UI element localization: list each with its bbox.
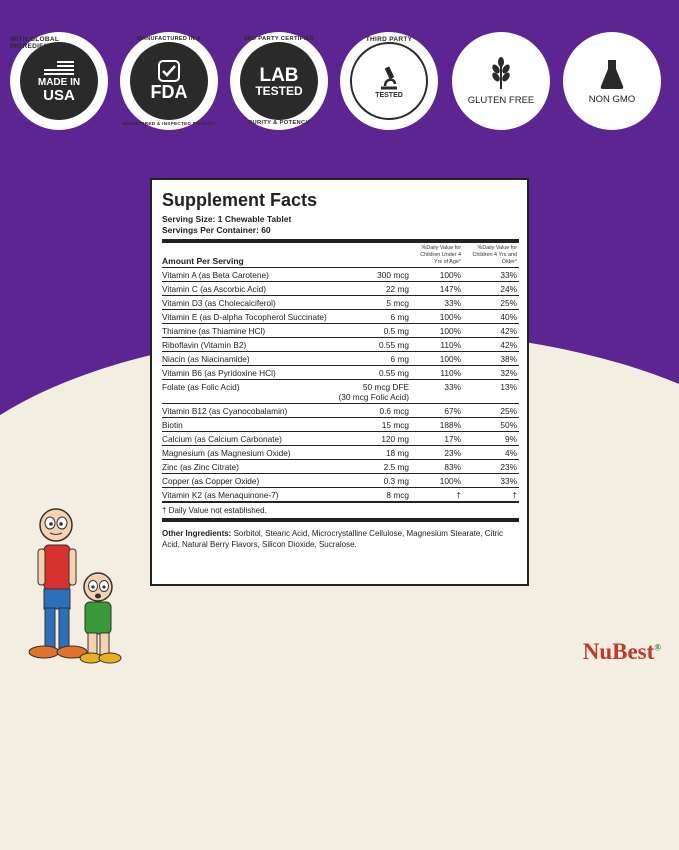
dv-under-4: 110% — [417, 338, 469, 352]
nutrient-name: Vitamin K2 (as Menaquinone-7) — [162, 488, 327, 502]
dv-under-4: 83% — [417, 460, 469, 474]
wheat-icon — [486, 57, 516, 91]
nutrient-name: Niacin (as Niacinamide) — [162, 352, 327, 366]
nutrient-amount: 22 mg — [327, 282, 417, 296]
dv-4-and-older: 25% — [469, 296, 519, 310]
dv-4-and-older: 13% — [469, 380, 519, 404]
nutrient-name: Folate (as Folic Acid) — [162, 380, 327, 404]
nubest-logo — [583, 639, 661, 665]
dv-under-4: 33% — [417, 380, 469, 404]
us-flag-icon — [44, 59, 74, 77]
supplement-facts-title: Supplement Facts — [162, 190, 318, 210]
nutrient-name: Vitamin D3 (as Cholecalciferol) — [162, 296, 327, 310]
dv-4-and-older: 33% — [469, 268, 519, 282]
nutrient-name: Thiamine (as Thiamine HCl) — [162, 324, 327, 338]
nutrient-amount: 5 mcg — [327, 296, 417, 310]
dv-under-4: 100% — [417, 474, 469, 488]
nutrient-row — [162, 338, 519, 352]
cartoon-kids-illustration — [18, 505, 130, 670]
nutrient-name: Biotin — [162, 418, 327, 432]
dv-4-and-older: 4% — [469, 446, 519, 460]
badge-line1: MADE IN — [37, 77, 81, 88]
dv-header-under-4: %Daily Value for Children Under 4 Yrs of Age* — [417, 243, 469, 268]
nutrient-name: Riboflavin (Vitamin B2) — [162, 338, 327, 352]
fda-badge — [120, 32, 218, 130]
dv-header-4-and-older: %Daily Value for Children 4 Yrs and Older* — [469, 243, 519, 268]
badge-line2: TESTED — [255, 83, 303, 98]
nutrient-row — [162, 404, 519, 418]
badge-inner — [589, 58, 635, 105]
nutrient-row — [162, 366, 519, 380]
dv-under-4: 17% — [417, 432, 469, 446]
badge-inner — [20, 42, 98, 120]
badge-inner — [130, 42, 208, 120]
badge-line1: NON GMO — [588, 93, 636, 105]
serving-size: Serving Size: 1 Chewable Tablet — [162, 214, 292, 224]
badge-ring-text: 3RD PARTY CERTIFIED — [243, 36, 315, 42]
dv-under-4: 100% — [417, 352, 469, 366]
nutrient-amount: 300 mcg — [327, 268, 417, 282]
facts-table — [162, 243, 519, 502]
dv-under-4: † — [417, 488, 469, 502]
other-ingredients-label: Other Ingredients: — [162, 529, 232, 538]
nutrient-row — [162, 474, 519, 488]
nutrient-row — [162, 268, 519, 282]
dv-4-and-older: 32% — [469, 366, 519, 380]
registered-mark: ® — [654, 642, 661, 653]
dv-4-and-older: 50% — [469, 418, 519, 432]
lab-tested-badge — [230, 32, 328, 130]
nutrient-row — [162, 296, 519, 310]
third-party-tested-badge — [340, 32, 438, 130]
badge-line1: GLUTEN FREE — [467, 94, 535, 106]
other-ingredients — [162, 528, 519, 550]
nutrient-amount: 0.55 mg — [327, 366, 417, 380]
nutrient-name: Calcium (as Calcium Carbonate) — [162, 432, 327, 446]
check-icon — [158, 60, 180, 82]
nutrient-row — [162, 488, 519, 502]
badge-inner — [350, 42, 428, 120]
nutrient-amount: 120 mg — [327, 432, 417, 446]
nutrient-amount: 0.55 mg — [327, 338, 417, 352]
supplement-facts-panel — [150, 178, 529, 586]
dv-under-4: 100% — [417, 310, 469, 324]
nutrient-row — [162, 432, 519, 446]
nutrient-amount-line2: (30 mcg Folic Acid) — [338, 391, 409, 402]
badge-line2: USA — [43, 87, 75, 104]
nutrient-row — [162, 446, 519, 460]
brand-name: NuBest — [582, 639, 655, 664]
nutrient-row — [162, 282, 519, 296]
nutrient-amount: 0.5 mg — [327, 324, 417, 338]
nutrient-row — [162, 380, 519, 404]
nutrient-amount: 0.6 mcg — [327, 404, 417, 418]
nutrient-name: Zinc (as Zinc Citrate) — [162, 460, 327, 474]
other-ingredients-text: Sorbitol, Stearic Acid, Microcrystalline Cellulose, Magnesium Stearate, Citric Acid, Natural Berry Flavors, Silicon Dioxide, Sucralose. — [162, 529, 503, 549]
dv-4-and-older: 24% — [469, 282, 519, 296]
dv-under-4: 100% — [417, 324, 469, 338]
dv-4-and-older: 25% — [469, 404, 519, 418]
badge-ring-text-bottom: REGISTERED & INSPECTED FACILITY — [122, 121, 216, 126]
dv-4-and-older: † — [469, 488, 519, 502]
dv-4-and-older: 42% — [469, 324, 519, 338]
nutrient-amount: 6 mg — [327, 310, 417, 324]
badge-ring-text: THIRD PARTY — [365, 36, 413, 43]
dv-4-and-older: 9% — [469, 432, 519, 446]
flask-icon — [599, 58, 625, 90]
nutrient-row — [162, 310, 519, 324]
badge-inner — [468, 57, 535, 106]
dv-under-4: 147% — [417, 282, 469, 296]
nutrient-row — [162, 460, 519, 474]
nutrient-name: Vitamin A (as Beta Carotene) — [162, 268, 327, 282]
badge-inner — [240, 42, 318, 120]
nutrient-name: Vitamin B6 (as Pyridoxine HCl) — [162, 366, 327, 380]
badge-line1: LAB — [259, 64, 299, 86]
nutrient-row — [162, 352, 519, 366]
nutrient-amount: 6 mg — [327, 352, 417, 366]
dv-4-and-older: 33% — [469, 474, 519, 488]
nutrient-amount — [327, 380, 417, 404]
nutrient-name: Vitamin C (as Ascorbic Acid) — [162, 282, 327, 296]
nutrient-amount: 2.5 mg — [327, 460, 417, 474]
nutrient-amount: 15 mcg — [327, 418, 417, 432]
dv-under-4: 33% — [417, 296, 469, 310]
dv-under-4: 100% — [417, 268, 469, 282]
nutrient-name: Copper (as Copper Oxide) — [162, 474, 327, 488]
amount-header: Amount Per Serving — [162, 243, 327, 268]
nutrient-name: Magnesium (as Magnesium Oxide) — [162, 446, 327, 460]
dv-4-and-older: 42% — [469, 338, 519, 352]
nutrient-amount: 8 mcg — [327, 488, 417, 502]
non-gmo-badge — [563, 32, 661, 130]
nutrient-row — [162, 324, 519, 338]
dv-under-4: 23% — [417, 446, 469, 460]
made-in-usa-badge — [10, 32, 108, 130]
nutrient-name: Vitamin B12 (as Cyanocobalamin) — [162, 404, 327, 418]
servings-per-container: Servings Per Container: 60 — [162, 225, 271, 235]
dv-under-4: 110% — [417, 366, 469, 380]
dv-4-and-older: 40% — [469, 310, 519, 324]
nutrient-amount: 0.3 mg — [327, 474, 417, 488]
dv-under-4: 67% — [417, 404, 469, 418]
nutrient-amount-line1: 50 mcg DFE — [362, 381, 409, 392]
nutrient-amount: 18 mg — [327, 446, 417, 460]
gluten-free-badge — [452, 32, 550, 130]
dv-under-4: 188% — [417, 418, 469, 432]
footnote: † Daily Value not established. — [162, 502, 519, 522]
badge-ring-text: WITH GLOBAL INGREDIENTS — [10, 36, 60, 50]
table-header-row — [162, 243, 519, 268]
nutrient-row — [162, 418, 519, 432]
microscope-icon — [375, 64, 403, 92]
nutrient-name: Vitamin E (as D-alpha Tocopherol Succinate) — [162, 311, 327, 322]
badge-line1: FDA — [150, 82, 188, 102]
dv-4-and-older: 38% — [469, 352, 519, 366]
badge-line1: TESTED — [375, 91, 403, 99]
badge-ring-text-bottom: PURITY & POTENCY — [248, 120, 310, 126]
badge-ring-text: MANUFACTURED IN A — [137, 36, 201, 42]
dv-4-and-older: 23% — [469, 460, 519, 474]
